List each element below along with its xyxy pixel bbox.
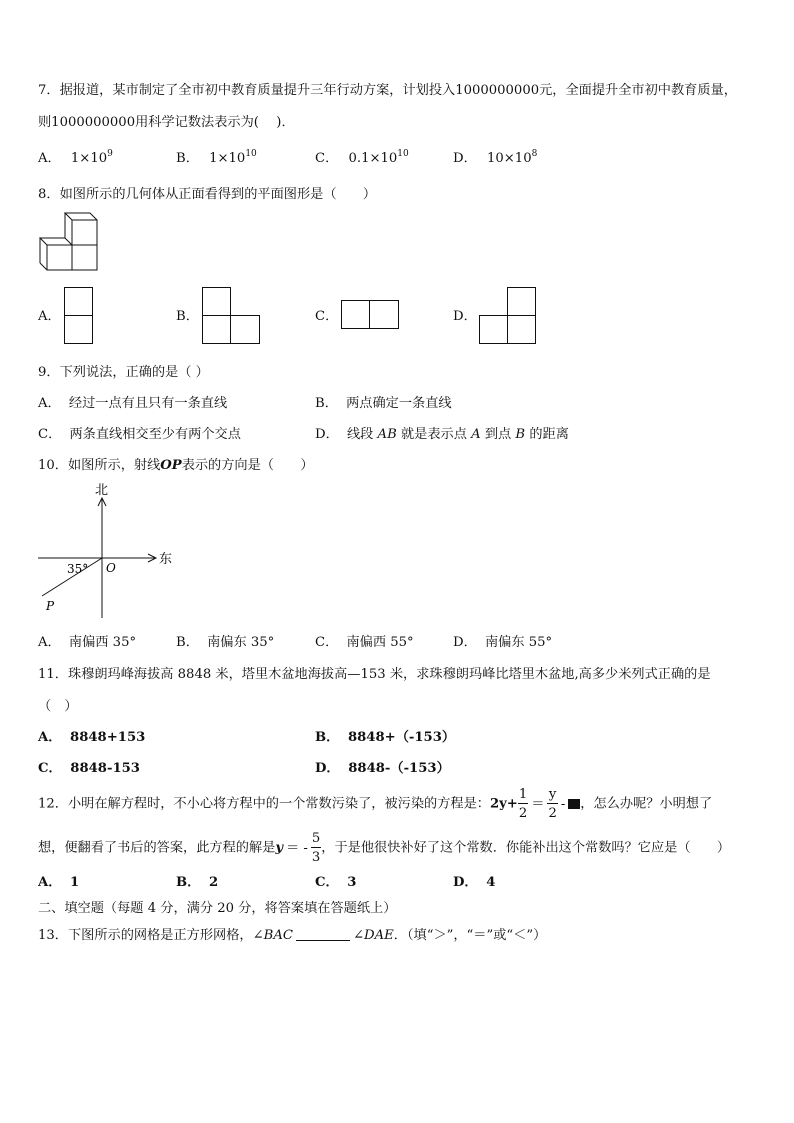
q12-fraction-y-half	[547, 788, 557, 820]
q12-option-a-letter: A．	[38, 875, 62, 890]
q10-option-b[interactable]	[176, 636, 274, 649]
q7-option-a-base: 1×10	[70, 151, 108, 166]
q7-option-c[interactable]	[315, 149, 409, 166]
q9-option-d-point-a: A	[471, 427, 481, 442]
q11-option-c[interactable]	[38, 762, 140, 775]
q11-option-b-letter: B．	[315, 730, 340, 745]
q12-eq-lhs: 2y+	[489, 796, 518, 812]
q12-fraction-five-thirds	[311, 832, 321, 864]
q7-option-b-base: 1×10	[209, 151, 246, 166]
q10-option-c-letter: C．	[315, 635, 339, 650]
q9-option-d-text-4: 的距离	[529, 427, 569, 442]
q12-frac3-num: 5	[311, 832, 321, 848]
q12-eq-sign: ＝	[531, 796, 545, 812]
q7-option-a-letter: A．	[38, 151, 61, 166]
q12-stem-pre: 12．小明在解方程时，不小心将方程中的一个常数污染了，被污染的方程是：	[38, 796, 490, 812]
q11-stem-line1: 11．珠穆朗玛峰海拔高 8848 米，塔里木盆地海拔高—153 米，求珠穆朗玛峰比塔里木盆地,高多少米列式正确的是	[38, 667, 711, 682]
q10-option-d-text: 南偏东 55°	[484, 635, 553, 650]
q10-stem	[38, 459, 314, 472]
q7-option-d-letter: D．	[453, 151, 477, 166]
q8-stem: 8．如图所示的几何体从正面看得到的平面图形是（ ）	[38, 187, 377, 202]
q10-option-b-letter: B．	[176, 635, 199, 650]
q9-option-d-segment-ab: AB	[377, 427, 397, 442]
q10-option-c[interactable]	[315, 636, 414, 649]
q12-option-a[interactable]	[38, 876, 79, 889]
q10-stem-pre: 10．如图所示，射线	[38, 458, 161, 473]
q12-stem-post2: ，于是他很快补好了这个常数．你能补出这个常数吗？它应是（ ）	[321, 840, 731, 856]
q12-stem-line2	[38, 832, 730, 864]
q9-option-c[interactable]	[38, 428, 241, 441]
q10-point-label: P	[46, 599, 55, 613]
q10-east-label: 东	[159, 552, 173, 567]
q12-option-d[interactable]	[453, 876, 495, 889]
q8-option-c-figure[interactable]	[341, 300, 401, 330]
q10-option-b-text: 南偏东 35°	[207, 635, 275, 650]
q9-option-d-text-1: 线段	[346, 427, 374, 442]
q7-option-c-exp: 10	[397, 149, 409, 159]
q10-option-a-letter: A．	[38, 635, 61, 650]
q12-option-c-text: 3	[347, 875, 357, 890]
q7-stem-line2: 则1000000000用科学记数法表示为( )．	[38, 115, 295, 130]
q7-option-d-exp: 8	[531, 149, 538, 159]
q8-option-a-figure[interactable]	[64, 287, 94, 345]
q13-angle-bac: ∠BAC	[252, 928, 293, 943]
q13-stem-pre: 13．下图所示的网格是正方形网格，	[38, 928, 253, 943]
q12-option-b[interactable]	[176, 876, 218, 889]
q12-option-a-text: 1	[70, 875, 80, 890]
q10-origin-label: O	[106, 561, 116, 575]
q8-option-c-letter[interactable]: C．	[315, 309, 339, 324]
q12-frac2-den: 2	[548, 806, 557, 822]
q9-option-d-letter: D．	[315, 427, 339, 442]
q10-angle-label: 35°	[67, 562, 89, 576]
q12-fraction-half	[518, 788, 528, 820]
q9-option-a-letter: A．	[38, 396, 61, 411]
q7-option-a-exp: 9	[107, 149, 113, 159]
q12-option-c[interactable]	[315, 876, 356, 889]
q12-sol-sign: ＝ -	[286, 840, 308, 856]
q10-direction-diagram	[36, 480, 186, 620]
q9-option-c-text: 两条直线相交至少有两个交点	[69, 427, 241, 442]
q7-option-b-exp: 10	[245, 149, 257, 159]
q10-option-c-text: 南偏西 55°	[346, 635, 414, 650]
q12-stem-pre2: 想，便翻看了书后的答案，此方程的解是	[38, 840, 276, 856]
q11-option-a[interactable]	[38, 731, 145, 744]
q12-option-d-text: 4	[486, 875, 496, 890]
q11-option-a-letter: A．	[38, 730, 62, 745]
q10-option-d[interactable]	[453, 636, 552, 649]
q12-frac1-den: 2	[518, 806, 528, 822]
q10-north-label: 北	[95, 483, 109, 498]
q8-option-b-letter[interactable]: B．	[176, 309, 199, 324]
q11-stem-line2: （ ）	[38, 699, 78, 714]
q11-option-b-text: 8848+（-153）	[347, 730, 456, 745]
q11-option-c-letter: C．	[38, 761, 62, 776]
q11-option-a-text: 8848+153	[70, 730, 146, 745]
q12-option-c-letter: C．	[315, 875, 339, 890]
q11-option-b[interactable]	[315, 731, 455, 744]
q12-stem-line1	[38, 788, 712, 820]
q8-option-d-letter[interactable]: D．	[453, 309, 477, 324]
q12-option-d-letter: D．	[453, 875, 478, 890]
q9-option-d-text-3: 到点	[484, 427, 512, 442]
q8-option-d-figure[interactable]	[479, 287, 539, 345]
q12-option-b-letter: B．	[176, 875, 201, 890]
q12-frac1-num: 1	[518, 788, 528, 804]
q11-option-d-text: 8848-（-153）	[348, 761, 450, 776]
q10-stem-post: 表示的方向是（ ）	[181, 458, 314, 473]
section-2-heading: 二、填空题（每题 4 分，满分 20 分，将答案填在答题纸上）	[38, 901, 397, 916]
q10-stem-ray: OP	[160, 458, 182, 473]
q12-frac3-den: 3	[311, 850, 321, 866]
q8-cube-figure	[38, 212, 102, 274]
q11-option-c-text: 8848-153	[70, 761, 140, 776]
q7-option-d[interactable]	[453, 149, 538, 166]
q10-option-a[interactable]	[38, 636, 136, 649]
q12-eq-minus: -	[560, 796, 566, 812]
q9-option-b[interactable]	[315, 397, 452, 410]
q9-stem: 9．下列说法，正确的是（ ）	[38, 365, 209, 380]
q7-option-b-letter: B．	[176, 151, 199, 166]
q9-option-b-text: 两点确定一条直线	[346, 396, 452, 411]
q12-ink-blot	[568, 799, 580, 809]
q7-option-c-letter: C．	[315, 151, 339, 166]
q9-option-b-letter: B．	[315, 396, 338, 411]
q9-option-d-text-2: 就是表示点	[400, 427, 467, 442]
q12-frac2-num: y	[547, 788, 557, 804]
q13-answer-blank[interactable]	[296, 928, 350, 941]
q8-option-a-letter[interactable]: A．	[38, 309, 61, 324]
q10-option-a-text: 南偏西 35°	[68, 635, 137, 650]
q7-stem-line1: 7．据报道，某市制定了全市初中教育质量提升三年行动方案，计划投入1000000000元，全面提升全市初中教育质量，	[38, 83, 737, 98]
q10-option-d-letter: D．	[453, 635, 477, 650]
q7-option-c-base: 0.1×10	[348, 151, 398, 166]
q9-option-d[interactable]	[315, 428, 569, 441]
q7-option-b[interactable]	[176, 149, 257, 166]
q9-option-c-letter: C．	[38, 427, 62, 442]
q9-option-a-text: 经过一点有且只有一条直线	[68, 396, 228, 411]
q9-option-a[interactable]	[38, 397, 227, 410]
q13-stem-post: ．（填“＞”，“＝”或“＜”）	[393, 928, 547, 943]
q12-option-b-text: 2	[208, 875, 219, 890]
q7-option-d-base: 10×10	[486, 151, 532, 166]
q13-angle-dae: ∠DAE	[352, 928, 394, 943]
q7-option-a[interactable]	[38, 149, 113, 166]
q8-option-b-figure[interactable]	[202, 287, 262, 345]
q11-option-d-letter: D．	[315, 761, 340, 776]
q12-sol-lhs: y	[275, 840, 284, 856]
q12-stem-post1: ，怎么办呢？小明想了	[580, 796, 713, 812]
q11-option-d[interactable]	[315, 762, 450, 775]
q13-stem	[38, 928, 546, 942]
q9-option-d-point-b: B	[515, 427, 526, 442]
